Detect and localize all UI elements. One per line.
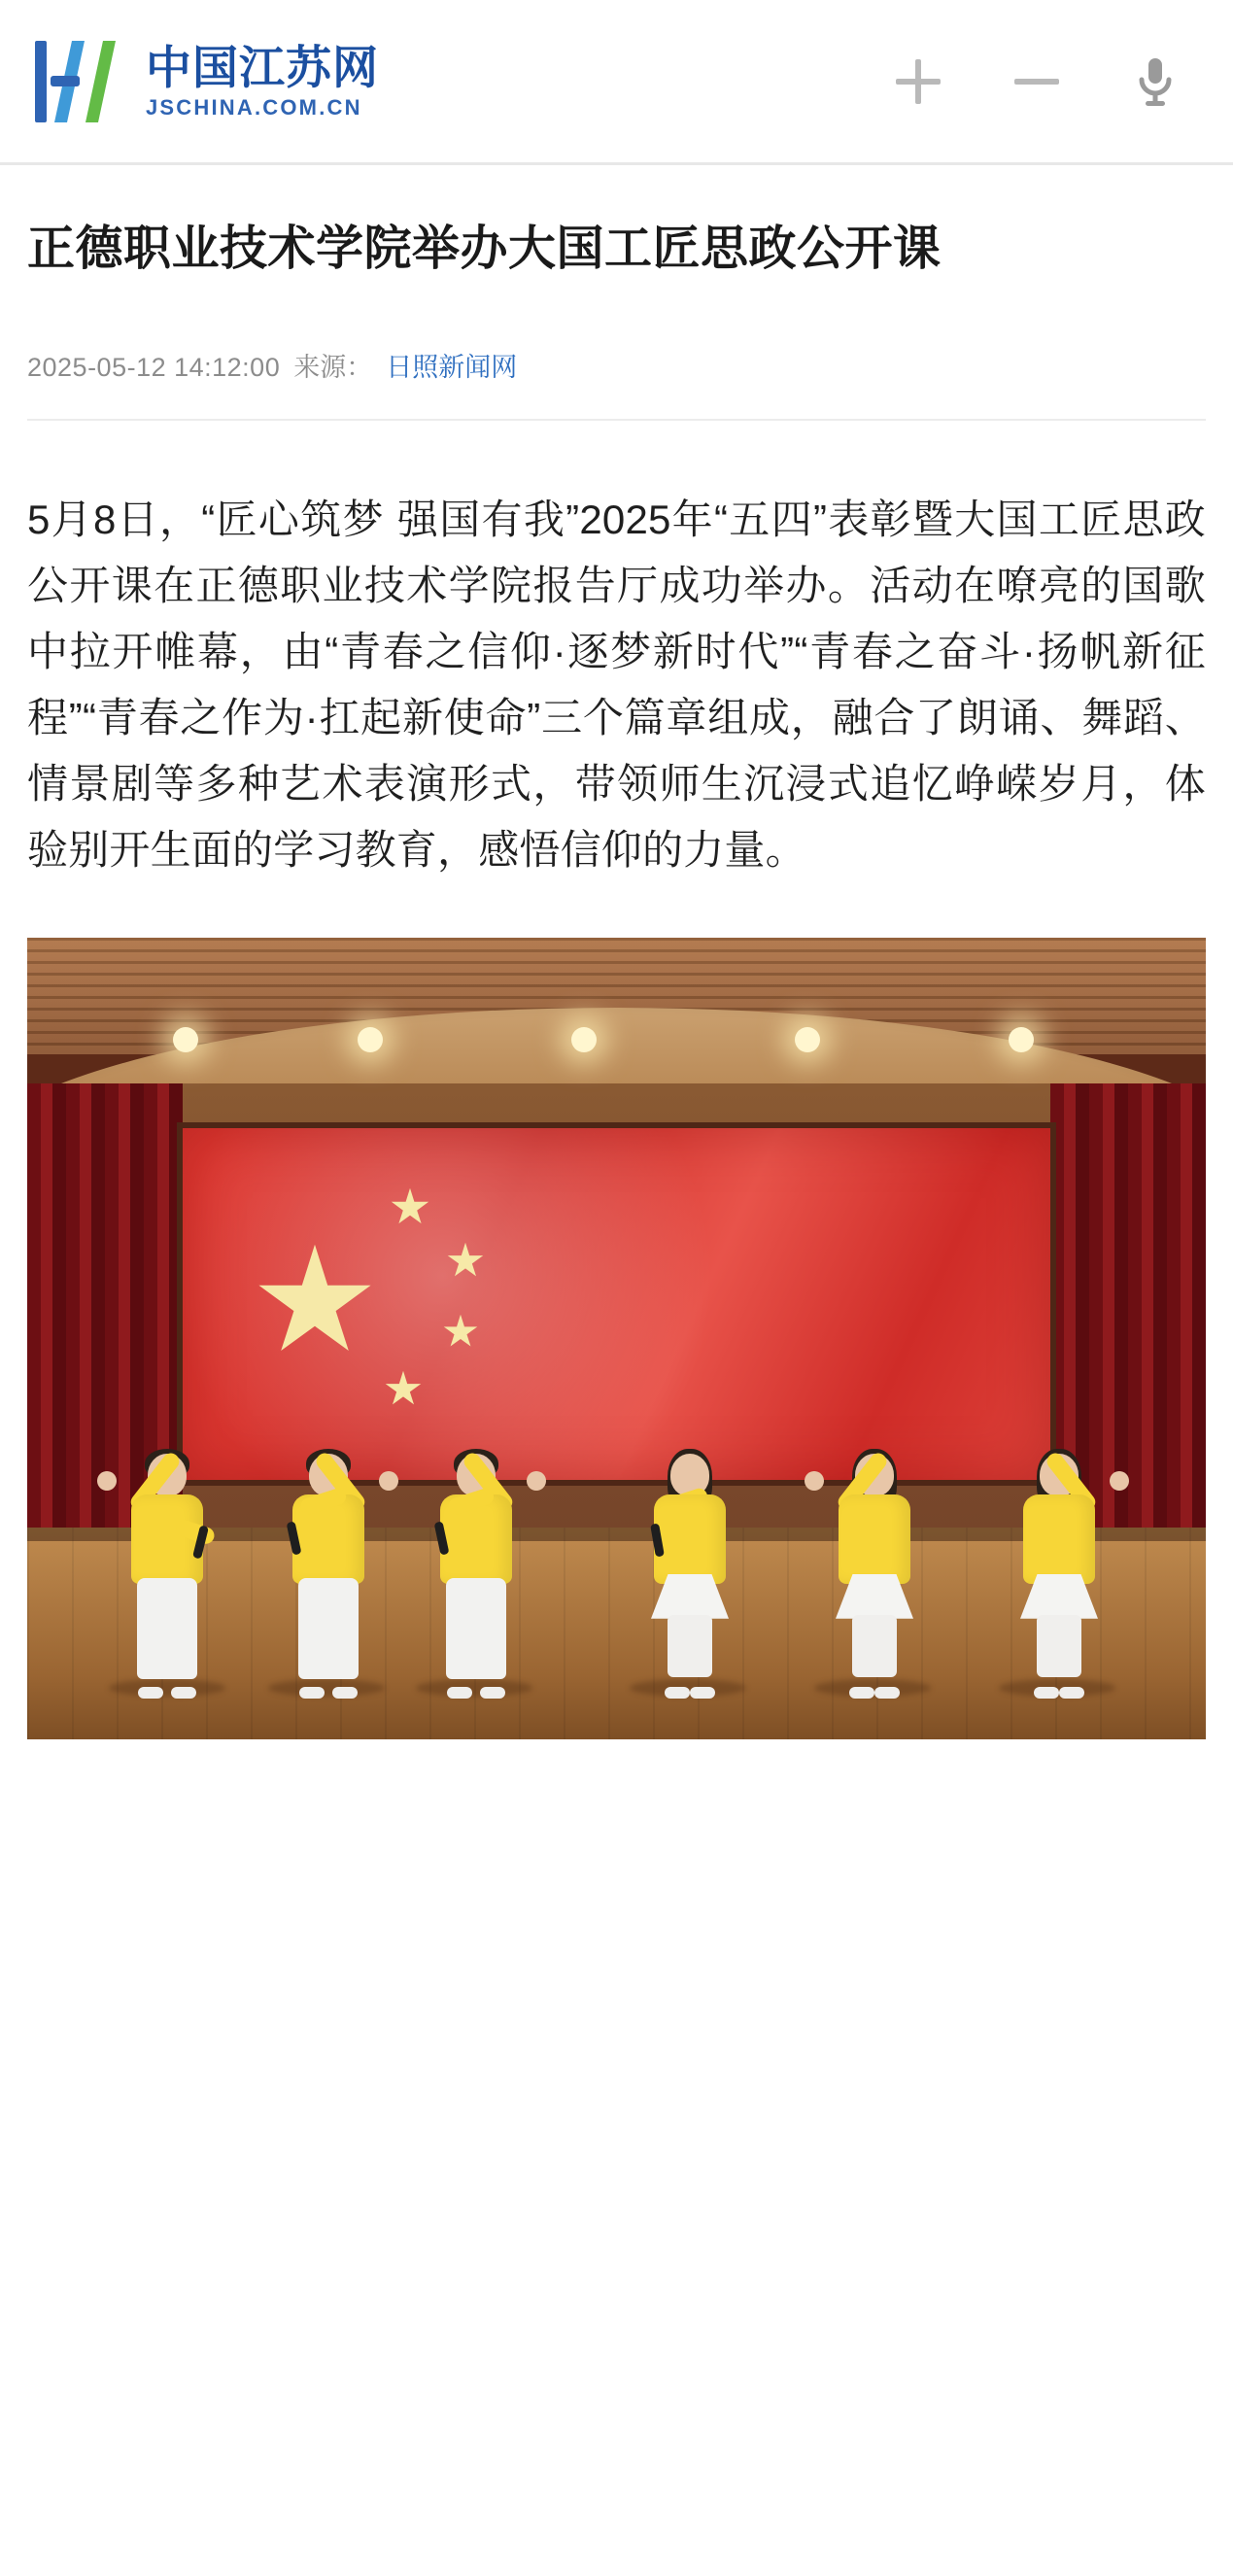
header-tools [889, 52, 1206, 111]
photo-composition [27, 938, 1206, 1739]
performer [1012, 1454, 1106, 1689]
hand [97, 1471, 117, 1491]
source-link[interactable]: 日照新闻网 [386, 352, 518, 382]
legs [852, 1615, 897, 1677]
flag-star-small [391, 1188, 429, 1227]
publish-date: 2025-05-12 14:12:00 [27, 352, 281, 382]
white-trousers [137, 1578, 197, 1679]
brand-name-en: JSCHINA.COM.CN [146, 94, 362, 120]
shoe [849, 1687, 874, 1699]
article-meta [27, 346, 1206, 421]
article-container [0, 216, 1233, 1739]
brand-name-cn: 中国江苏网 [146, 41, 379, 93]
legs [668, 1615, 712, 1677]
shoe [332, 1687, 358, 1699]
yellow-shirt [1023, 1494, 1095, 1584]
performer [282, 1454, 375, 1689]
hand [805, 1471, 824, 1491]
site-header [0, 0, 1233, 165]
hand [1110, 1471, 1129, 1491]
source-label: 来源： [293, 352, 373, 382]
spotlight [571, 1027, 597, 1052]
led-screen-flag [183, 1128, 1050, 1480]
plus-icon[interactable] [889, 52, 947, 111]
spotlight [795, 1027, 820, 1052]
flag-star-small [385, 1371, 422, 1408]
legs [1037, 1615, 1081, 1677]
shoe [665, 1687, 690, 1699]
shoe [480, 1687, 505, 1699]
flag-star-small [443, 1315, 478, 1350]
white-trousers [446, 1578, 506, 1679]
page-title: 正德职业技术学院举办大国工匠思政公开课 [27, 223, 942, 275]
performer [429, 1454, 523, 1689]
shoe [171, 1687, 196, 1699]
spotlight [358, 1027, 383, 1052]
spotlight [173, 1027, 198, 1052]
shoe [299, 1687, 325, 1699]
yellow-shirt [839, 1494, 910, 1584]
brand-text [146, 41, 379, 120]
shoe [1059, 1687, 1084, 1699]
flag-star-small [447, 1243, 484, 1280]
shoe [1034, 1687, 1059, 1699]
shoe [138, 1687, 163, 1699]
shoe [690, 1687, 715, 1699]
minus-icon[interactable] [1008, 52, 1066, 111]
hand [527, 1471, 546, 1491]
performer [643, 1454, 736, 1689]
minus-glyph [1014, 59, 1059, 104]
article-body-paragraph: 5月8日，“匠心筑梦 强国有我”2025年“五四”表彰暨大国工匠思政公开课在正德职业技术学院报告厅成功举办。活动在嘹亮的国歌中拉开帷幕，由“青春之信仰·逐梦新时代”“青春之奋斗·扬帆新征程”“青春之作为·扛起新使命”三个篇章组成，融合了朗诵、舞蹈、情景剧等多种艺术表演形式，带领师生沉浸式追忆峥嵘岁月，体验别开生面的学习教育，感悟信仰的力量。 [27, 496, 1206, 873]
performer [828, 1454, 921, 1689]
stage-performance-photo [27, 938, 1206, 1739]
yellow-shirt [654, 1494, 726, 1584]
site-brand[interactable] [29, 33, 379, 130]
hand [379, 1471, 398, 1491]
shoe [447, 1687, 472, 1699]
shoe [874, 1687, 900, 1699]
performer [120, 1454, 214, 1689]
microphone-icon[interactable] [1126, 52, 1184, 111]
flag-star-large [257, 1245, 373, 1361]
spotlight [1009, 1027, 1034, 1052]
white-trousers [298, 1578, 359, 1679]
jschina-logo-icon [29, 33, 124, 130]
plus-glyph [896, 59, 941, 104]
